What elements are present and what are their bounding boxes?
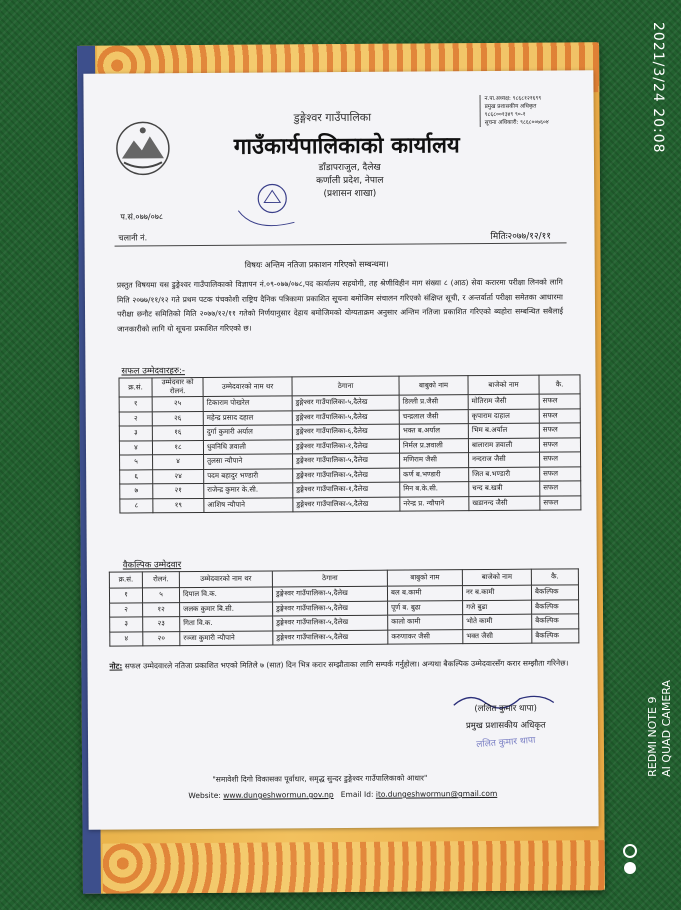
table-cell: जित ब.भण्डारी: [469, 467, 540, 482]
table-cell: सफल: [539, 437, 580, 452]
table-cell: डुङ्गेश्वर गाउँपालिका-५,दैलेख: [292, 410, 399, 425]
table-cell: डुङ्गेश्वर गाउँपालिका-५,दैलेख: [293, 468, 400, 483]
table-cell: ३: [119, 426, 152, 441]
table-cell: भिम ब.अर्याल: [468, 423, 539, 438]
table-cell: १: [109, 588, 142, 603]
camera-tagline: AI QUAD CAMERA: [660, 680, 673, 777]
contact-line: सूचना अधिकारी: ९८६८००७६०४: [484, 119, 549, 126]
column-header: ठेगाना: [292, 376, 399, 396]
note-text: सफल उम्मेदवारले नतिजा प्रकाशित भएको मितिले ७ (सात) दिन भित्र करार सम्झौताका लागि सम्पर्क गर्नुहोला। अन्यथा बैकल्पिक उम्मेदवारसँग करार सम्झौता गरिनेछ।: [124, 658, 569, 671]
table-cell: १९: [153, 498, 204, 513]
table-cell: २: [119, 411, 152, 426]
table-cell: बल ब.कामी: [387, 586, 462, 601]
table-cell: ३: [110, 617, 143, 632]
website-label: Website:: [188, 790, 221, 801]
address-line: कर्णाली प्रदेश, नेपाल: [316, 175, 384, 187]
column-header: ठेगाना: [272, 570, 387, 587]
table-cell: सफल: [540, 495, 581, 510]
column-header: कै.: [531, 569, 578, 585]
successful-table: [118, 374, 581, 513]
table-cell: २: [110, 602, 143, 617]
table-cell: मिन ब.के.सी.: [400, 482, 469, 497]
signatory-name: (ललित कुमार थापा): [474, 703, 538, 715]
official-stamp: ललित कुमार थापा: [475, 735, 536, 751]
footer-slogan: "समावेशी दिगो विकासका पूर्वाधार, समृद्ध सुन्दर डुङ्गेश्वर गाउँपालिकाको आधार": [212, 773, 428, 784]
table-cell: २०: [143, 631, 180, 646]
table-cell: धुवनिधि ज्ञवाली: [203, 439, 292, 454]
camera-model: REDMI NOTE 9: [646, 696, 659, 777]
table-cell: ८: [120, 498, 153, 513]
table-cell: टिकाराम पोखरेल: [203, 396, 292, 411]
email-label: Email Id:: [340, 789, 374, 800]
table-cell: नर ब.कामी: [462, 585, 531, 600]
column-header: क्र.सं.: [119, 378, 152, 397]
table-cell: राजेन्द्र कुमार के.सी.: [204, 483, 293, 498]
table-cell: डुङ्गेश्वर गाउँपालिका-६,दैलेख: [292, 424, 399, 439]
table-cell: १२: [143, 602, 180, 617]
table-cell: २६: [152, 411, 203, 426]
note-label: नोट:: [109, 661, 123, 671]
signatory-block: [466, 701, 546, 753]
table-cell: बैकल्पिक: [531, 585, 578, 600]
table-cell: भोते कामी: [463, 614, 532, 629]
table-row: [120, 495, 581, 513]
column-header: कै.: [539, 375, 580, 394]
notice-body: प्रस्तुत विषयमा यस डुङ्गेश्वर गाउँपालिकाको विज्ञापन नं.०९-०७७/०७८,पद कार्यालय सहयोगी, तह श्रेणीविहीन माग संख्या ८ (आठ) सेवा करारमा परीक्षा लिनको लागि मिति २०७७/११/१२ गते प्रथम पटक पंचकोशी राष्ट्रिय दैनिक पत्रिकामा प्रकाशित सूचना बमोजिम संचालन गरिएको संक्षिप्त सूची, र अन्तर्वार्ता परीक्षा समेतका आधारमा परीक्षा छनौट समितिको मिति २०७७/१२/११ गतेको निर्णयानुसार देहाय बमोजिमको योग्यताक्रम अनुसार अन्तिम नतिजा प्रकाशित गरिएको ब्यहोरा सम्बन्धित सबैलाई जानकारीको लागि यो सूचना प्रकाशित गरिएको छ।: [116, 277, 564, 334]
column-header: बाजेको नाम: [468, 375, 539, 394]
table-cell: डुङ्गेश्वर गाउँपालिका-५,दैलेख: [273, 615, 388, 630]
dispatch-number: चलानी नं.: [118, 233, 148, 243]
website-link[interactable]: www.dungeshwormun.gov.np: [223, 790, 334, 800]
table-cell: कृपाराम दाहाल: [468, 409, 539, 424]
table-cell: गिता वि.क.: [180, 616, 273, 631]
office-title: गाउँकार्यपालिकाको कार्यालय: [233, 133, 460, 160]
camera-timestamp: 2021/3/24 20:08: [650, 22, 666, 154]
column-header: उम्मेदवारको नाम थर: [179, 571, 272, 588]
table-cell: डिल्ली प्र.जैसी: [399, 395, 468, 410]
table-cell: भक्त जैसी: [463, 629, 532, 644]
table-cell: बैकल्पिक: [532, 599, 579, 614]
camera-watermark: [646, 680, 674, 777]
table-cell: १६: [152, 425, 203, 440]
table-cell: खडानन्द जैसी: [469, 496, 540, 511]
table-cell: १८: [152, 440, 203, 455]
table-cell: २१: [153, 483, 204, 498]
column-header: बाजेको नाम: [462, 569, 531, 585]
table-cell: चन्द्रलाल जैसी: [399, 409, 468, 424]
table-cell: बैकल्पिक: [532, 614, 579, 629]
table-cell: चन्द ब.खत्री: [469, 481, 540, 496]
table-cell: बैकल्पिक: [532, 628, 579, 643]
table-cell: १: [119, 397, 152, 412]
table-cell: ४: [153, 454, 204, 469]
reference-number: प.सं.०७७/०७८: [120, 212, 164, 222]
table-cell: ४: [110, 631, 143, 646]
table-cell: ५: [142, 588, 179, 603]
column-header: उम्मेदवारको नाम थर: [203, 377, 292, 397]
table-cell: तुलसा न्यौपाने: [204, 454, 293, 469]
address-line: डाँडापराजुल, दैलेख: [318, 162, 381, 174]
contact-line: न.पा.अध्यक्ष: ९८६८१२१६९९: [484, 95, 542, 102]
successful-heading: सफल उम्मेदवारहरु:-: [121, 366, 185, 377]
table-cell: डुङ्गेश्वर गाउँपालिका-१,दैलेख: [292, 439, 399, 454]
email-link[interactable]: ito.dungeshwormun@gmail.com: [375, 788, 498, 799]
table-cell: २५: [152, 396, 203, 411]
camera-logo-icon: [618, 842, 642, 878]
table-cell: ६: [120, 469, 153, 484]
table-cell: डुङ्गेश्वर गाउँपालिका-५,दैलेख: [293, 497, 400, 512]
table-cell: रञ्जा कुमारी न्यौपाने: [180, 630, 273, 645]
note: [109, 654, 579, 674]
table-row: [110, 628, 579, 646]
table-cell: करुणाकर जैसी: [388, 629, 463, 644]
footer-contact: [188, 789, 497, 800]
folder-pattern-bottom: [103, 840, 605, 894]
table-cell: डुङ्गेश्वर गाउँपालिका-५,दैलेख: [273, 601, 388, 616]
column-header: बाबुको नाम: [399, 376, 468, 395]
table-cell: जलक कुमार बि.सी.: [180, 601, 273, 616]
address-line: (प्रशासन शाखा): [323, 188, 377, 200]
table-cell: दुर्गा कुमारी अर्याल: [203, 425, 292, 440]
table-cell: सफल: [539, 408, 580, 423]
divider: [115, 242, 567, 246]
table-cell: ७: [120, 484, 153, 499]
table-cell: डुङ्गेश्वर गाउँपालिका-५,दैलेख: [272, 586, 387, 601]
table-cell: २३: [143, 617, 180, 632]
table-cell: ५: [120, 455, 153, 470]
contact-block: [480, 95, 549, 127]
table-cell: नरेन्द्र प्र. न्यौपाने: [400, 496, 469, 511]
column-header: रोलनं.: [142, 572, 179, 588]
table-cell: सफल: [539, 423, 580, 438]
signatory-title: प्रमुख प्रशासकीय अधिकृत: [465, 720, 546, 732]
column-header: उम्मेदवार को रोलनं.: [152, 377, 203, 396]
table-cell: डुङ्गेश्वर गाउँपालिका-१,दैलेख: [293, 482, 400, 497]
office-address: [316, 162, 384, 201]
table-cell: मणिराम जैसी: [400, 453, 469, 468]
nepal-emblem-icon: [112, 118, 174, 178]
table-cell: महेन्द्र प्रसाद दहाल: [203, 410, 292, 425]
table-cell: पदम बहादुर भण्डारी: [204, 468, 293, 483]
contact-line: प्रमुख प्रशासकीय अधिकृत: [484, 103, 537, 110]
alternate-heading: वैकल्पिक उम्मेदवार: [122, 560, 182, 571]
table-cell: २४: [153, 469, 204, 484]
table-cell: पूर्ण ब. बुढा: [388, 600, 463, 615]
subject-line: विषयः अन्तिम नतिजा प्रकाशन गरिएको सम्बन्धमा।: [244, 259, 389, 270]
municipality-name: डुङ्गेश्वर गाउँपालिका: [293, 110, 372, 125]
column-header: क्र.सं.: [109, 572, 142, 588]
notice-date: मितिः२०७७/१२/११: [490, 231, 552, 242]
table-cell: सफल: [540, 452, 581, 467]
table-cell: कर्ण ब.भण्डारी: [400, 467, 469, 482]
table-cell: भक्त ब.अर्याल: [399, 424, 468, 439]
contact-line: ९८६८००१३४९ ९०-१: [484, 111, 526, 118]
alternate-table: [109, 568, 580, 646]
table-cell: कालो कामी: [388, 615, 463, 630]
office-seal-icon: [234, 170, 304, 232]
table-cell: सफल: [540, 481, 581, 496]
table-cell: सफल: [539, 394, 580, 409]
table-cell: डुङ्गेश्वर गाउँपालिका-५,दैलेख: [292, 395, 399, 410]
table-cell: सफल: [540, 466, 581, 481]
table-cell: गजे बुढा: [463, 600, 532, 615]
table-cell: नन्दराज जैसी: [469, 452, 540, 467]
table-cell: मोतिराम जैसी: [468, 394, 539, 409]
column-header: बाबुको नाम: [387, 570, 462, 587]
table-cell: आशिष न्यौपाने: [204, 497, 293, 512]
table-cell: निर्मल प्र.ज्ञवाली: [399, 438, 468, 453]
table-cell: दिपाल वि.क.: [179, 587, 272, 602]
table-cell: ४: [119, 440, 152, 455]
table-cell: डुङ्गेश्वर गाउँपालिका-५,दैलेख: [293, 453, 400, 468]
table-cell: बालाराम ज्ञवाली: [468, 438, 539, 453]
table-cell: डुङ्गेश्वर गाउँपालिका-५,दैलेख: [273, 630, 388, 645]
notice-paper: [83, 70, 598, 830]
